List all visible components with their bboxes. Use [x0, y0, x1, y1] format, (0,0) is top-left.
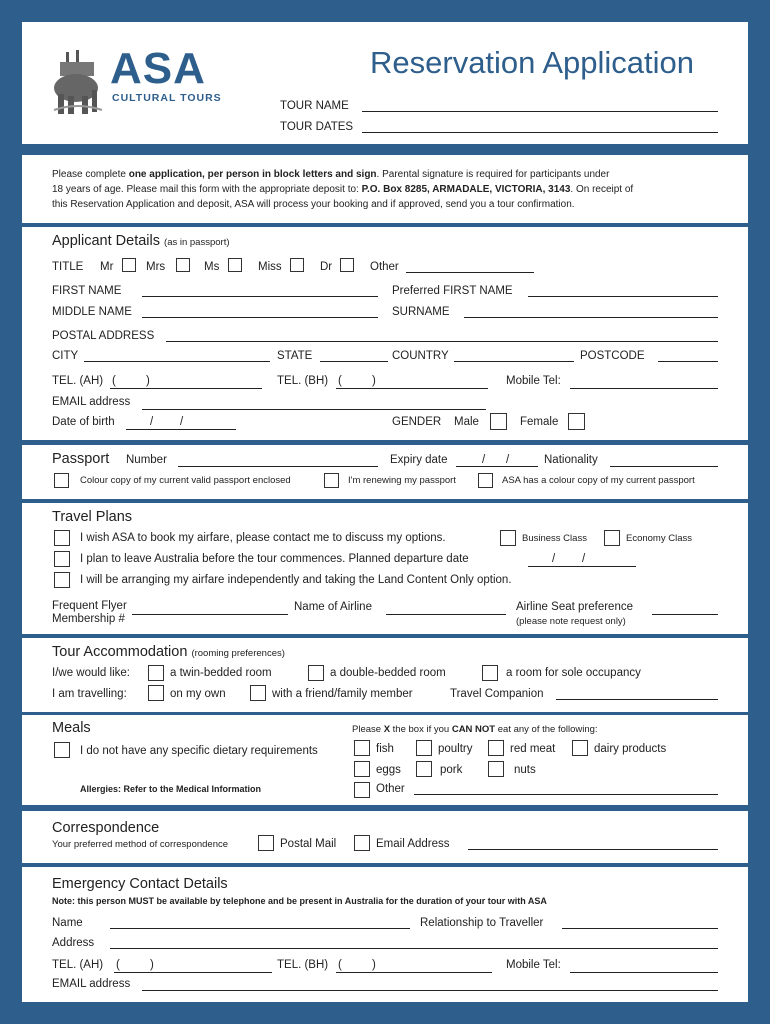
twin-room-label: a twin-bedded room: [170, 667, 272, 679]
title-other-label: Other: [370, 261, 399, 273]
dob-field[interactable]: [126, 429, 236, 430]
postcode-field[interactable]: [658, 361, 718, 362]
title-dr-checkbox[interactable]: [340, 258, 354, 272]
travel-heading: Travel Plans: [52, 509, 133, 525]
double-room-checkbox[interactable]: [308, 665, 324, 681]
title-ms-label: Ms: [204, 261, 220, 273]
business-class-checkbox[interactable]: [500, 530, 516, 546]
city-field[interactable]: [84, 361, 270, 362]
tel-bh-label: TEL. (BH): [277, 375, 329, 387]
preferred-name-field[interactable]: [528, 296, 718, 297]
departure-slash-2: /: [582, 553, 586, 565]
with-friend-checkbox[interactable]: [250, 685, 266, 701]
passport-renewing-checkbox[interactable]: [324, 473, 339, 488]
leave-early-label: I plan to leave Australia before the tour commences. Planned departure date: [80, 553, 469, 565]
nuts-label: nuts: [514, 764, 536, 776]
on-my-own-label: on my own: [170, 688, 226, 700]
seat-preference-note: (please note request only): [516, 616, 626, 627]
pork-checkbox[interactable]: [416, 761, 432, 777]
passport-copy-checkbox[interactable]: [54, 473, 69, 488]
intro-line-3: this Reservation Application and deposit, ASA will process your booking and if approved, send you a tour confirmation.: [52, 199, 575, 210]
relationship-label: Relationship to Traveller: [420, 917, 544, 929]
accommodation-panel: [22, 638, 748, 712]
postal-address-field[interactable]: [166, 341, 718, 342]
intro-line-1: Please complete one application, per person in block letters and sign. Parental signature is required for participants under: [52, 169, 610, 180]
would-like-label: I/we would like:: [52, 667, 130, 679]
book-airfare-checkbox[interactable]: [54, 530, 70, 546]
meals-panel: [22, 715, 748, 805]
correspondence-heading: Correspondence: [52, 820, 160, 836]
emergency-tel-bh-field[interactable]: [336, 972, 492, 973]
postcode-label: POSTCODE: [580, 350, 645, 362]
travelling-label: I am travelling:: [52, 688, 127, 700]
title-mr-label: Mr: [100, 261, 114, 273]
surname-label: SURNAME: [392, 306, 450, 318]
tel-ah-paren-open: (: [112, 375, 116, 387]
emergency-name-label: Name: [52, 917, 83, 929]
postal-address-label: POSTAL ADDRESS: [52, 330, 155, 342]
correspondence-email-field[interactable]: [468, 849, 718, 850]
own-airfare-label: I will be arranging my airfare independently and taking the Land Content Only option.: [80, 574, 512, 586]
leave-early-checkbox[interactable]: [54, 551, 70, 567]
title-dr-label: Dr: [320, 261, 333, 273]
brand-subtitle: CULTURAL TOURS: [112, 92, 222, 104]
asa-has-copy-checkbox[interactable]: [478, 473, 493, 488]
email-address-label: Email Address: [376, 838, 450, 850]
mobile-field[interactable]: [570, 388, 718, 389]
emergency-panel: [22, 867, 748, 1002]
tel-bh-paren-open: (: [338, 375, 342, 387]
meals-instruction: Please X the box if you CAN NOT eat any of the following:: [352, 724, 598, 735]
economy-class-label: Economy Class: [626, 533, 692, 544]
emergency-tel-bh-label: TEL. (BH): [277, 959, 329, 971]
title-label: TITLE: [52, 261, 84, 273]
emergency-heading: Emergency Contact Details: [52, 876, 228, 892]
frequent-flyer-field[interactable]: [132, 614, 288, 615]
state-label: STATE: [277, 350, 313, 362]
departure-date-field[interactable]: [528, 566, 636, 567]
middle-name-field[interactable]: [142, 317, 378, 318]
frequent-flyer-label: Frequent Flyer Membership #: [52, 600, 127, 625]
surname-field[interactable]: [464, 317, 718, 318]
title-mr-checkbox[interactable]: [122, 258, 136, 272]
travel-panel: [22, 503, 748, 634]
sole-occupancy-checkbox[interactable]: [482, 665, 498, 681]
meals-heading: Meals: [52, 720, 91, 736]
emergency-tel-ah-paren-open: (: [116, 959, 120, 971]
seat-preference-field[interactable]: [652, 614, 718, 615]
city-label: CITY: [52, 350, 79, 362]
title-miss-label: Miss: [258, 261, 282, 273]
page-title: Reservation Application: [370, 45, 694, 80]
gender-label: GENDER: [392, 416, 442, 428]
intro-line-2: 18 years of age. Please mail this form with the appropriate deposit to: P.O. Box 8285, ARMADALE, VICTORIA, 3143. On receipt of: [52, 184, 634, 195]
correspondence-panel: [22, 811, 748, 863]
emergency-tel-ah-field[interactable]: [114, 972, 272, 973]
nuts-checkbox[interactable]: [488, 761, 504, 777]
twin-room-checkbox[interactable]: [148, 665, 164, 681]
correspondence-pref-label: Your preferred method of correspondence: [52, 839, 229, 850]
allergies-note: Allergies: Refer to the Medical Information: [80, 784, 262, 794]
applicant-panel: [22, 227, 748, 440]
double-room-label: a double-bedded room: [330, 667, 446, 679]
no-dietary-label: I do not have any specific dietary requirements: [80, 745, 318, 757]
title-miss-checkbox[interactable]: [290, 258, 304, 272]
other-meal-field[interactable]: [414, 794, 718, 795]
country-field[interactable]: [454, 361, 574, 362]
other-meal-checkbox[interactable]: [354, 782, 370, 798]
title-ms-checkbox[interactable]: [228, 258, 242, 272]
emergency-mobile-field[interactable]: [570, 972, 718, 973]
other-meal-label: Other: [376, 783, 405, 795]
first-name-label: FIRST NAME: [52, 285, 122, 297]
tour-name-label: TOUR NAME: [280, 100, 349, 112]
passport-number-field[interactable]: [178, 466, 378, 467]
tel-ah-field[interactable]: [110, 388, 262, 389]
tour-dates-label: TOUR DATES: [280, 121, 354, 133]
middle-name-label: MIDDLE NAME: [52, 306, 132, 318]
emergency-tel-bh-paren-open: (: [338, 959, 342, 971]
with-friend-label: with a friend/family member: [272, 688, 413, 700]
email-address-checkbox[interactable]: [354, 835, 370, 851]
emergency-email-label: EMAIL address: [52, 978, 131, 990]
state-field[interactable]: [320, 361, 388, 362]
travel-companion-field[interactable]: [556, 699, 718, 700]
female-label: Female: [520, 416, 559, 428]
tel-ah-paren-close: ): [146, 375, 150, 387]
eggs-checkbox[interactable]: [354, 761, 370, 777]
fish-label: fish: [376, 743, 394, 755]
tour-dates-field[interactable]: [362, 132, 718, 133]
no-dietary-checkbox[interactable]: [54, 742, 70, 758]
intro-panel: [22, 155, 748, 223]
passport-renewing-label: I'm renewing my passport: [348, 475, 456, 486]
passport-copy-label: Colour copy of my current valid passport enclosed: [80, 475, 291, 486]
first-name-field[interactable]: [142, 296, 378, 297]
email-field[interactable]: [142, 409, 486, 410]
emergency-address-label: Address: [52, 937, 95, 949]
business-class-label: Business Class: [522, 533, 587, 544]
dairy-checkbox[interactable]: [572, 740, 588, 756]
fish-checkbox[interactable]: [354, 740, 370, 756]
passport-number-label: Number: [126, 454, 167, 466]
brand-logo: ASA: [110, 44, 206, 93]
expiry-label: Expiry date: [390, 454, 448, 466]
postal-mail-label: Postal Mail: [280, 838, 337, 850]
eggs-label: eggs: [376, 764, 401, 776]
poultry-checkbox[interactable]: [416, 740, 432, 756]
emergency-tel-ah-paren-close: ): [150, 959, 154, 971]
travel-companion-label: Travel Companion: [450, 688, 544, 700]
departure-slash-1: /: [552, 553, 556, 565]
red-meat-checkbox[interactable]: [488, 740, 504, 756]
emergency-name-field[interactable]: [110, 928, 410, 929]
nationality-field[interactable]: [610, 466, 718, 467]
dob-slash-1: /: [150, 416, 154, 428]
airline-name-field[interactable]: [386, 614, 506, 615]
female-checkbox[interactable]: [568, 413, 585, 430]
tel-ah-label: TEL. (AH): [52, 375, 104, 387]
passport-heading: Passport: [52, 451, 110, 467]
male-checkbox[interactable]: [490, 413, 507, 430]
on-my-own-checkbox[interactable]: [148, 685, 164, 701]
tour-name-field[interactable]: [362, 111, 718, 112]
postal-mail-checkbox[interactable]: [258, 835, 274, 851]
relationship-field[interactable]: [562, 928, 718, 929]
asa-has-copy-label: ASA has a colour copy of my current passport: [502, 475, 695, 486]
email-label: EMAIL address: [52, 396, 131, 408]
accommodation-heading: Tour Accommodation (rooming preferences): [52, 644, 285, 660]
own-airfare-checkbox[interactable]: [54, 572, 70, 588]
tel-bh-field[interactable]: [336, 388, 488, 389]
airline-name-label: Name of Airline: [294, 601, 372, 613]
elephant-logo-icon: [52, 50, 104, 118]
emergency-address-field[interactable]: [110, 948, 718, 949]
mobile-label: Mobile Tel:: [506, 375, 561, 387]
tel-bh-paren-close: ): [372, 375, 376, 387]
preferred-name-label: Preferred FIRST NAME: [392, 285, 513, 297]
passport-panel: [22, 445, 748, 499]
header-panel: [22, 22, 748, 144]
expiry-slash-2: /: [506, 454, 510, 466]
book-airfare-label: I wish ASA to book my airfare, please contact me to discuss my options.: [80, 532, 446, 544]
title-mrs-checkbox[interactable]: [176, 258, 190, 272]
poultry-label: poultry: [438, 743, 473, 755]
red-meat-label: red meat: [510, 743, 556, 755]
seat-preference-label: Airline Seat preference: [516, 601, 633, 613]
expiry-slash-1: /: [482, 454, 486, 466]
dairy-label: dairy products: [594, 743, 667, 755]
title-mrs-label: Mrs: [146, 261, 166, 273]
emergency-tel-bh-paren-close: ): [372, 959, 376, 971]
emergency-mobile-label: Mobile Tel:: [506, 959, 561, 971]
emergency-note: Note: this person MUST be available by telephone and be present in Australia for the duration of your tour with ASA: [52, 896, 547, 906]
sole-occupancy-label: a room for sole occupancy: [506, 667, 641, 679]
male-label: Male: [454, 416, 479, 428]
dob-slash-2: /: [180, 416, 184, 428]
expiry-field[interactable]: [456, 466, 538, 467]
dob-label: Date of birth: [52, 416, 115, 428]
country-label: COUNTRY: [392, 350, 449, 362]
applicant-heading: Applicant Details (as in passport): [52, 233, 230, 249]
economy-class-checkbox[interactable]: [604, 530, 620, 546]
nationality-label: Nationality: [544, 454, 598, 466]
emergency-tel-ah-label: TEL. (AH): [52, 959, 104, 971]
pork-label: pork: [440, 764, 463, 776]
emergency-email-field[interactable]: [142, 990, 718, 991]
title-other-field[interactable]: [406, 272, 534, 273]
